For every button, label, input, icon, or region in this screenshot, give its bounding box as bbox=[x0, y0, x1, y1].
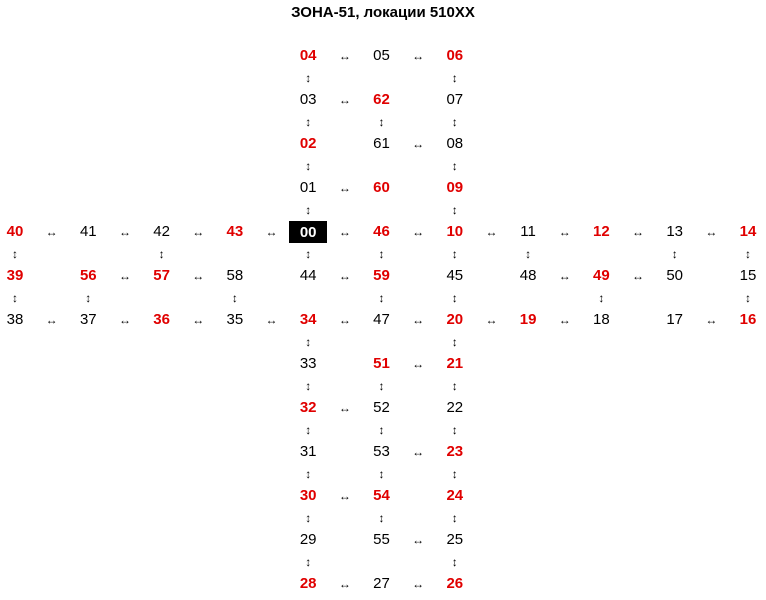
horizontal-link-icon: ↔ bbox=[338, 181, 351, 195]
vertical-link-icon: ↕ bbox=[12, 247, 18, 261]
location-56: 56 bbox=[79, 267, 97, 284]
vertical-link-icon: ↕ bbox=[451, 115, 458, 129]
horizontal-link-icon: ↔ bbox=[118, 225, 131, 239]
vertical-link-icon: ↕ bbox=[451, 71, 458, 85]
location-18: 18 bbox=[593, 311, 610, 328]
vertical-link-icon: ↕ bbox=[598, 291, 605, 305]
location-20: 20 bbox=[446, 311, 464, 328]
horizontal-link-icon: ↔ bbox=[192, 313, 205, 327]
vertical-link-icon: ↕ bbox=[378, 511, 385, 525]
location-17: 17 bbox=[666, 311, 684, 328]
vertical-link-icon: ↕ bbox=[451, 555, 458, 569]
location-42: 42 bbox=[153, 223, 170, 240]
horizontal-link-icon: ↔ bbox=[412, 313, 425, 327]
vertical-link-icon: ↕ bbox=[12, 291, 18, 305]
location-62: 62 bbox=[373, 91, 390, 108]
vertical-link-icon: ↕ bbox=[451, 467, 458, 481]
vertical-link-icon: ↕ bbox=[85, 291, 92, 305]
horizontal-link-icon: ↔ bbox=[485, 313, 498, 327]
vertical-link-icon: ↕ bbox=[378, 247, 385, 261]
vertical-link-icon: ↕ bbox=[745, 291, 751, 305]
vertical-link-icon: ↕ bbox=[378, 379, 385, 393]
vertical-link-icon: ↕ bbox=[158, 247, 165, 261]
vertical-link-icon: ↕ bbox=[451, 247, 458, 261]
location-46: 46 bbox=[373, 223, 390, 240]
horizontal-link-icon: ↔ bbox=[338, 577, 351, 591]
location-58: 58 bbox=[226, 267, 244, 284]
location-13: 13 bbox=[666, 223, 684, 240]
vertical-link-icon: ↕ bbox=[525, 247, 532, 261]
vertical-link-icon: ↕ bbox=[231, 291, 238, 305]
horizontal-link-icon: ↔ bbox=[338, 93, 351, 107]
horizontal-link-icon: ↔ bbox=[632, 269, 645, 283]
location-24: 24 bbox=[446, 487, 464, 504]
horizontal-link-icon: ↔ bbox=[265, 313, 278, 327]
horizontal-link-icon: ↔ bbox=[118, 313, 131, 327]
location-32: 32 bbox=[299, 399, 317, 416]
horizontal-link-icon: ↔ bbox=[338, 489, 351, 503]
horizontal-link-icon: ↔ bbox=[412, 49, 425, 63]
location-31: 31 bbox=[299, 443, 317, 460]
vertical-link-icon: ↕ bbox=[451, 335, 458, 349]
location-21: 21 bbox=[446, 355, 464, 372]
location-19: 19 bbox=[519, 311, 537, 328]
vertical-link-icon: ↕ bbox=[451, 203, 458, 217]
location-52: 52 bbox=[373, 399, 390, 416]
location-14: 14 bbox=[739, 223, 757, 240]
vertical-link-icon: ↕ bbox=[305, 115, 312, 129]
vertical-link-icon: ↕ bbox=[451, 511, 458, 525]
vertical-link-icon: ↕ bbox=[378, 291, 385, 305]
location-28: 28 bbox=[299, 575, 317, 592]
horizontal-link-icon: ↔ bbox=[412, 357, 425, 371]
horizontal-link-icon: ↔ bbox=[705, 225, 718, 239]
horizontal-link-icon: ↔ bbox=[265, 225, 278, 239]
horizontal-link-icon: ↔ bbox=[632, 225, 645, 239]
location-07: 07 bbox=[446, 91, 464, 108]
vertical-link-icon: ↕ bbox=[305, 71, 312, 85]
horizontal-link-icon: ↔ bbox=[118, 269, 131, 283]
location-47: 47 bbox=[373, 311, 390, 328]
vertical-link-icon: ↕ bbox=[451, 291, 458, 305]
location-57: 57 bbox=[153, 267, 170, 284]
location-16: 16 bbox=[739, 311, 757, 328]
location-39: 39 bbox=[6, 267, 24, 284]
horizontal-link-icon: ↔ bbox=[338, 49, 351, 63]
horizontal-link-icon: ↔ bbox=[485, 225, 498, 239]
location-02: 02 bbox=[299, 135, 317, 152]
vertical-link-icon: ↕ bbox=[378, 423, 385, 437]
location-43: 43 bbox=[226, 223, 244, 240]
location-01: 01 bbox=[299, 179, 317, 196]
location-15: 15 bbox=[739, 267, 757, 284]
location-33: 33 bbox=[299, 355, 317, 372]
vertical-link-icon: ↕ bbox=[305, 247, 312, 261]
location-23: 23 bbox=[446, 443, 464, 460]
location-30: 30 bbox=[299, 487, 317, 504]
horizontal-link-icon: ↔ bbox=[45, 225, 58, 239]
location-06: 06 bbox=[446, 47, 464, 64]
location-38: 38 bbox=[6, 311, 24, 328]
location-53: 53 bbox=[373, 443, 390, 460]
horizontal-link-icon: ↔ bbox=[338, 269, 351, 283]
location-03: 03 bbox=[299, 91, 317, 108]
location-45: 45 bbox=[446, 267, 464, 284]
location-12: 12 bbox=[593, 223, 610, 240]
vertical-link-icon: ↕ bbox=[745, 247, 751, 261]
location-54: 54 bbox=[373, 487, 390, 504]
location-48: 48 bbox=[519, 267, 537, 284]
location-04: 04 bbox=[299, 47, 317, 64]
location-27: 27 bbox=[373, 575, 390, 592]
vertical-link-icon: ↕ bbox=[305, 423, 312, 437]
vertical-link-icon: ↕ bbox=[305, 335, 312, 349]
location-36: 36 bbox=[153, 311, 170, 328]
location-22: 22 bbox=[446, 399, 464, 416]
horizontal-link-icon: ↔ bbox=[412, 225, 425, 239]
location-29: 29 bbox=[299, 531, 317, 548]
horizontal-link-icon: ↔ bbox=[45, 313, 58, 327]
location-00: 00 bbox=[289, 221, 327, 243]
location-26: 26 bbox=[446, 575, 464, 592]
location-44: 44 bbox=[299, 267, 317, 284]
horizontal-link-icon: ↔ bbox=[558, 269, 571, 283]
location-08: 08 bbox=[446, 135, 464, 152]
location-37: 37 bbox=[79, 311, 97, 328]
vertical-link-icon: ↕ bbox=[305, 203, 312, 217]
horizontal-link-icon: ↔ bbox=[412, 577, 425, 591]
location-11: 11 bbox=[520, 223, 536, 240]
vertical-link-icon: ↕ bbox=[305, 511, 312, 525]
vertical-link-icon: ↕ bbox=[305, 555, 312, 569]
location-05: 05 bbox=[373, 47, 390, 64]
horizontal-link-icon: ↔ bbox=[705, 313, 718, 327]
diagram-title: ЗОНА-51, локации 510XX bbox=[291, 4, 475, 21]
horizontal-link-icon: ↔ bbox=[192, 225, 205, 239]
location-41: 41 bbox=[79, 223, 97, 240]
horizontal-link-icon: ↔ bbox=[412, 137, 425, 151]
vertical-link-icon: ↕ bbox=[451, 423, 458, 437]
vertical-link-icon: ↕ bbox=[305, 379, 312, 393]
horizontal-link-icon: ↔ bbox=[338, 401, 351, 415]
vertical-link-icon: ↕ bbox=[451, 159, 458, 173]
vertical-link-icon: ↕ bbox=[671, 247, 678, 261]
horizontal-link-icon: ↔ bbox=[412, 533, 425, 547]
horizontal-link-icon: ↔ bbox=[558, 313, 571, 327]
vertical-link-icon: ↕ bbox=[378, 467, 385, 481]
vertical-link-icon: ↕ bbox=[451, 379, 458, 393]
vertical-link-icon: ↕ bbox=[305, 467, 312, 481]
horizontal-link-icon: ↔ bbox=[338, 225, 351, 239]
location-09: 09 bbox=[446, 179, 464, 196]
location-40: 40 bbox=[6, 223, 24, 240]
location-35: 35 bbox=[226, 311, 244, 328]
location-51: 51 bbox=[373, 355, 390, 372]
location-34: 34 bbox=[299, 311, 317, 328]
horizontal-link-icon: ↔ bbox=[558, 225, 571, 239]
horizontal-link-icon: ↔ bbox=[338, 313, 351, 327]
location-60: 60 bbox=[373, 179, 390, 196]
vertical-link-icon: ↕ bbox=[305, 159, 312, 173]
location-55: 55 bbox=[373, 531, 390, 548]
location-61: 61 bbox=[373, 135, 390, 152]
horizontal-link-icon: ↔ bbox=[412, 445, 425, 459]
vertical-link-icon: ↕ bbox=[378, 115, 385, 129]
location-25: 25 bbox=[446, 531, 464, 548]
location-50: 50 bbox=[666, 267, 684, 284]
horizontal-link-icon: ↔ bbox=[192, 269, 205, 283]
location-10: 10 bbox=[446, 223, 464, 240]
location-59: 59 bbox=[373, 267, 390, 284]
location-49: 49 bbox=[593, 267, 610, 284]
